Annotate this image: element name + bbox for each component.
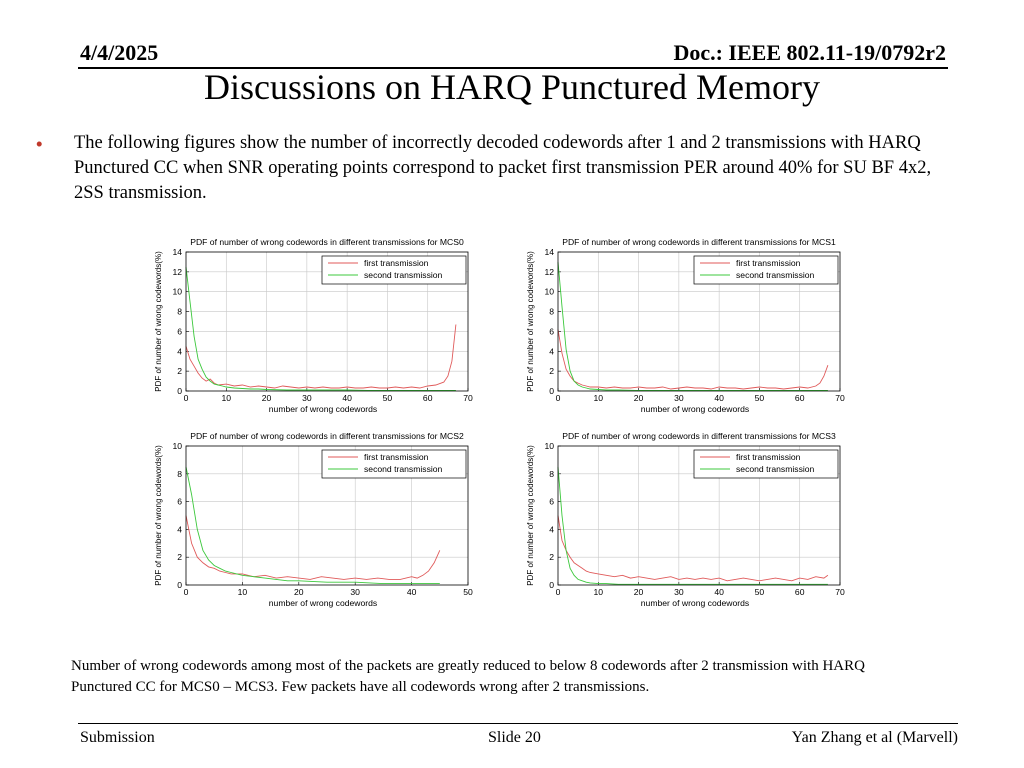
x-tick-label: 30 — [302, 393, 312, 403]
x-tick-label: 10 — [593, 393, 604, 403]
y-tick-label: 8 — [549, 468, 554, 479]
y-axis-label: PDF of number of wrong codewords(%) — [526, 445, 535, 586]
y-axis-label: PDF of number of wrong codewords(%) — [154, 445, 163, 586]
slide-title: Discussions on HARQ Punctured Memory — [204, 67, 820, 107]
footer-divider — [78, 723, 958, 724]
y-tick-label: 6 — [177, 326, 182, 337]
legend-label-second: second transmission — [736, 464, 815, 474]
chart-mcs1 — [522, 236, 852, 421]
y-tick-label: 14 — [172, 247, 182, 257]
x-axis-label: number of wrong codewords — [640, 598, 750, 608]
x-axis-label: number of wrong codewords — [268, 404, 378, 414]
x-tick-label: 40 — [714, 393, 724, 403]
x-tick-label: 20 — [633, 393, 644, 403]
chart-title: PDF of number of wrong codewords in different transmissions for MCS2 — [190, 431, 464, 441]
x-tick-label: 20 — [261, 393, 272, 403]
y-tick-label: 14 — [544, 247, 554, 257]
y-tick-label: 8 — [549, 306, 554, 317]
header-doc-id: Doc.: IEEE 802.11-19/0792r2 — [673, 40, 946, 65]
chart-mcs3 — [522, 430, 852, 615]
chart-title: PDF of number of wrong codewords in different transmissions for MCS3 — [562, 431, 836, 441]
y-tick-label: 6 — [549, 326, 554, 337]
x-tick-label: 0 — [555, 587, 561, 597]
legend-label-first: first transmission — [736, 452, 801, 462]
y-tick-label: 2 — [177, 552, 182, 563]
y-tick-label: 10 — [172, 286, 182, 297]
x-tick-label: 10 — [593, 587, 604, 597]
y-tick-label: 0 — [177, 386, 182, 396]
chart-title: PDF of number of wrong codewords in different transmissions for MCS0 — [190, 237, 464, 247]
x-tick-label: 60 — [794, 587, 805, 597]
x-tick-label: 50 — [754, 393, 765, 403]
x-tick-label: 50 — [382, 393, 393, 403]
footer-authors: Yan Zhang et al (Marvell) — [791, 729, 958, 746]
x-tick-label: 70 — [835, 587, 845, 597]
x-tick-label: 10 — [237, 587, 248, 597]
x-tick-label: 30 — [674, 393, 684, 403]
x-tick-label: 60 — [794, 393, 805, 403]
bullet-text: The following figures show the number of incorrectly decoded codewords after 1 and 2 transmissions with HARQ Punctured CC when SNR operating points correspond to packet first transmission PER around 40% for SU BF 4x2, 2SS transmission. — [74, 133, 932, 203]
chart-mcs2 — [150, 430, 480, 615]
x-tick-label: 20 — [294, 587, 304, 597]
chart-title: PDF of number of wrong codewords in different transmissions for MCS1 — [562, 237, 836, 247]
summary-caption: Number of wrong codewords among most of the packets are greatly reduced to below 8 codewords after 2 transmission with HARQ Punctured CC for MCS0 – MCS3. Few packets have all codewords wrong after 2 transmissions. — [71, 658, 865, 695]
bullet-item — [36, 131, 948, 206]
y-tick-label: 2 — [549, 552, 554, 563]
y-tick-label: 2 — [177, 366, 182, 377]
x-tick-label: 40 — [406, 587, 417, 597]
x-tick-label: 50 — [754, 587, 765, 597]
y-tick-label: 10 — [544, 286, 554, 297]
chart-svg — [522, 430, 852, 615]
x-tick-label: 70 — [463, 393, 473, 403]
y-tick-label: 10 — [172, 441, 182, 451]
y-axis-label: PDF of number of wrong codewords(%) — [526, 251, 535, 392]
x-axis-label: number of wrong codewords — [268, 598, 378, 608]
y-tick-label: 2 — [549, 366, 554, 377]
footer-slide-number: Slide 20 — [488, 729, 541, 746]
legend-label-first: first transmission — [364, 258, 429, 268]
y-tick-label: 0 — [177, 580, 182, 590]
x-tick-label: 40 — [342, 393, 352, 403]
x-axis-label: number of wrong codewords — [640, 404, 750, 414]
x-tick-label: 0 — [183, 393, 189, 403]
header-date: 4/4/2025 — [80, 40, 159, 65]
legend-label-first: first transmission — [364, 452, 429, 462]
y-tick-label: 4 — [177, 524, 182, 535]
y-tick-label: 10 — [544, 441, 554, 451]
legend-label-second: second transmission — [364, 464, 443, 474]
legend-label-second: second transmission — [736, 270, 815, 280]
x-tick-label: 50 — [463, 587, 473, 597]
y-tick-label: 4 — [549, 524, 554, 535]
y-tick-label: 8 — [177, 468, 182, 479]
y-tick-label: 12 — [544, 266, 554, 277]
x-tick-label: 70 — [835, 393, 845, 403]
x-tick-label: 30 — [350, 587, 360, 597]
bullet-dot-icon: • — [36, 133, 43, 154]
chart-svg — [150, 236, 480, 421]
y-axis-label: PDF of number of wrong codewords(%) — [154, 251, 163, 392]
chart-mcs0 — [150, 236, 480, 421]
x-tick-label: 10 — [221, 393, 232, 403]
y-tick-label: 12 — [172, 266, 182, 277]
chart-svg — [150, 430, 480, 615]
y-tick-label: 6 — [177, 496, 182, 507]
legend-label-second: second transmission — [364, 270, 443, 280]
y-tick-label: 4 — [177, 346, 182, 357]
legend-label-first: first transmission — [736, 258, 801, 268]
x-tick-label: 0 — [555, 393, 561, 403]
x-tick-label: 0 — [183, 587, 189, 597]
chart-svg — [522, 236, 852, 421]
x-tick-label: 40 — [714, 587, 724, 597]
x-tick-label: 20 — [633, 587, 644, 597]
x-tick-label: 60 — [422, 393, 433, 403]
y-tick-label: 4 — [549, 346, 554, 357]
y-tick-label: 8 — [177, 306, 182, 317]
y-tick-label: 0 — [549, 580, 554, 590]
y-tick-label: 0 — [549, 386, 554, 396]
x-tick-label: 30 — [674, 587, 684, 597]
y-tick-label: 6 — [549, 496, 554, 507]
footer-submission: Submission — [80, 729, 155, 746]
